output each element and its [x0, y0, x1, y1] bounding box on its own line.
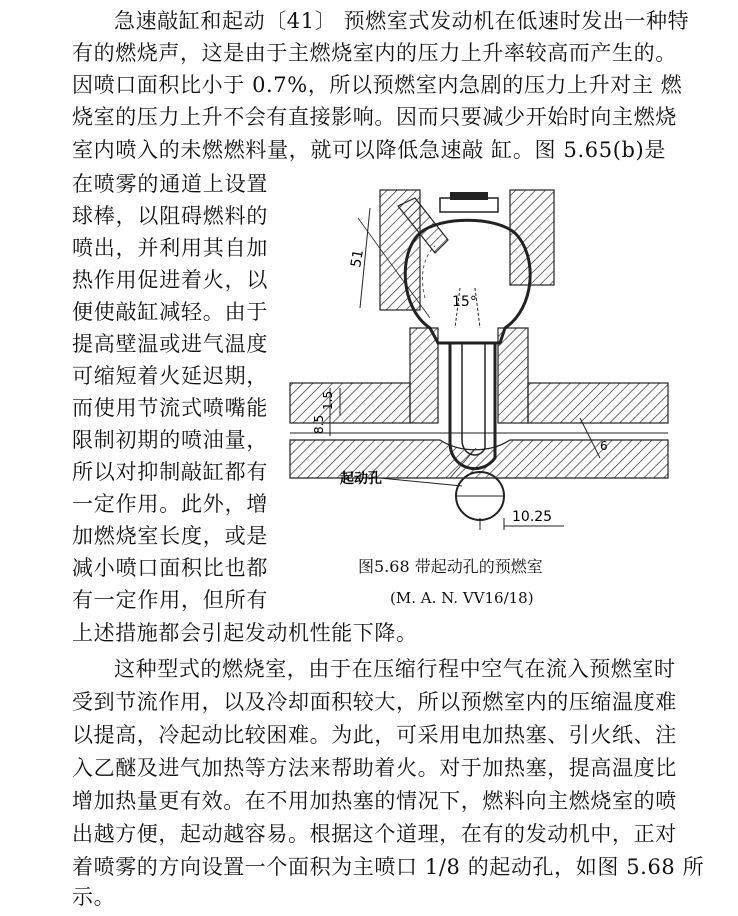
- text-line: 受到节流作用，以及冷却面积较大，所以预燃室内的压缩温度难: [72, 690, 677, 714]
- text-line: 急速敲缸和起动〔41〕 预燃室式发动机在低速时发出一种特: [114, 9, 690, 33]
- dim-85-label: 8.5: [312, 414, 326, 434]
- text-line: 便使敲缸减轻。由于: [72, 300, 268, 324]
- text-line: 入乙醚及进气加热等方法来帮助着火。对于加热塞，提高温度比: [72, 756, 677, 780]
- figure-subcaption: (M. A. N. VV16/18): [390, 589, 534, 607]
- text-line: 烧室的压力上升不会有直接影响。因而只要减少开始时向主燃烧: [72, 105, 677, 129]
- start-hole-label: 起动孔: [340, 471, 382, 487]
- text-line: 因喷口面积比小于 0.7%，所以预燃室内急剧的压力上升对主 燃: [72, 73, 683, 97]
- text-line: 而使用节流式喷嘴能: [72, 396, 268, 420]
- dim-51-label: 51: [348, 248, 368, 269]
- text-line: 以提高，冷起动比较困难。为此，可采用电加热塞、引火纸、注: [72, 723, 677, 747]
- dim-1025-label: 10.25: [512, 509, 553, 525]
- text-line: 加燃烧室长度，或是: [72, 524, 268, 548]
- text-line: 球棒，以阻碍燃料的: [72, 204, 268, 228]
- text-line: 减小喷口面积比也都: [72, 556, 268, 580]
- text-line: 有一定作用，但所有: [72, 588, 268, 612]
- text-line: 上述措施都会引起发动机性能下降。: [72, 621, 418, 645]
- text-line: 所以对抑制敲缸都有: [72, 460, 268, 484]
- text-line: 在喷雾的通道上设置: [72, 172, 268, 196]
- text-line: 着喷雾的方向设置一个面积为主喷口 1/8 的起动孔，如图 5.68 所: [72, 855, 705, 879]
- text-line: 可缩短着火延迟期，: [72, 364, 268, 388]
- prechamber-figure: [280, 178, 680, 538]
- text-line: 示。: [72, 885, 116, 909]
- dim-15-label: 1.5: [321, 390, 335, 410]
- text-line: 限制初期的喷油量，: [72, 428, 268, 452]
- figure-caption: 图5.68 带起动孔的预燃室: [358, 557, 543, 576]
- angle-label: 15°: [452, 294, 477, 310]
- text-line: 有的燃烧声，这是由于主燃烧室内的压力上升率较高而产生的。: [72, 41, 677, 65]
- text-line: 喷出，并利用其自加: [72, 236, 268, 260]
- text-line: 室内喷入的未燃燃料量，就可以降低急速敲 缸。图 5.65(b)是: [72, 138, 666, 162]
- text-line: 热作用促进着火，以: [72, 268, 268, 292]
- cylinder-plate: [290, 383, 668, 478]
- text-line: 出越方便，起动越容易。根据这个道理，在有的发动机中，正对: [72, 822, 677, 846]
- text-line: 一定作用。此外，增: [72, 492, 268, 516]
- dim-6-label: 6: [600, 439, 608, 453]
- text-line: 这种型式的燃烧室，由于在压缩行程中空气在流入预燃室时: [114, 657, 676, 681]
- text-line: 增加热量更有效。在不用加热塞的情况下，燃料向主燃烧室的喷: [72, 789, 677, 813]
- text-line: 提高壁温或进气温度: [72, 332, 268, 356]
